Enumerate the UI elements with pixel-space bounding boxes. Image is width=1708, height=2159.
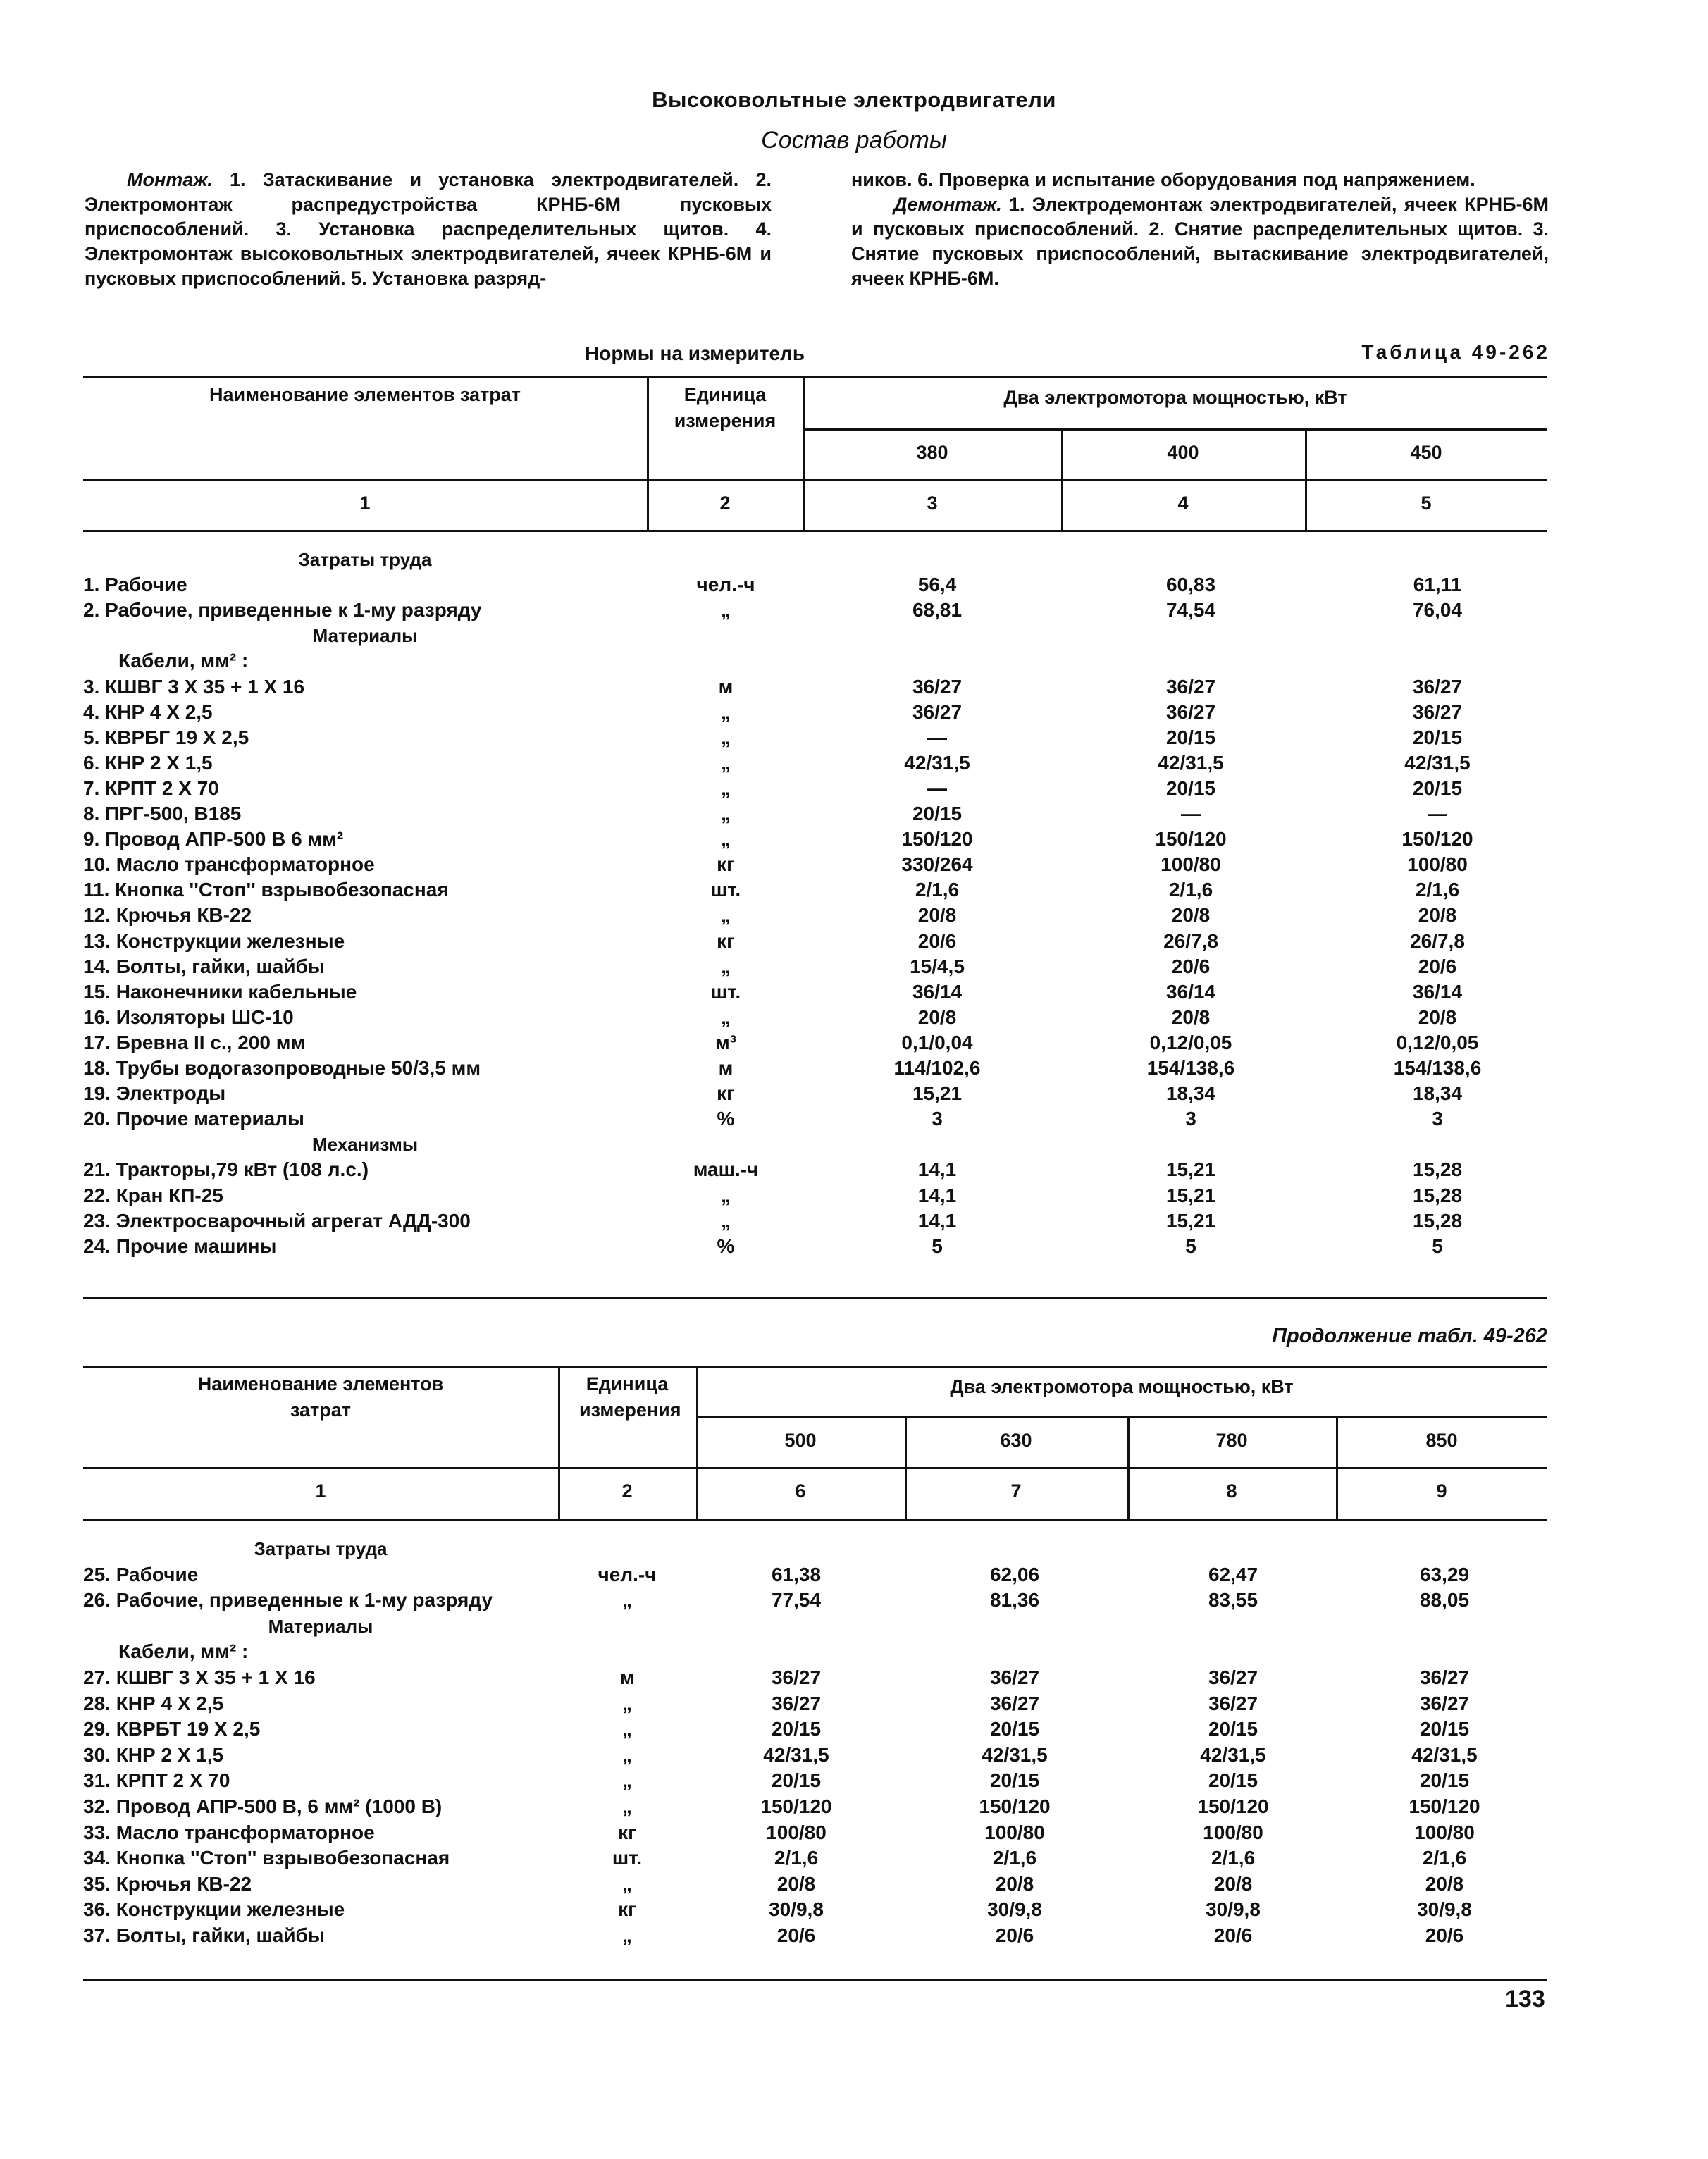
row-name: 8. ПРГ-500, В185 (83, 803, 242, 824)
row-name: 18. Трубы водогазопроводные 50/3,5 мм (83, 1057, 481, 1079)
row-value: 36/27 (1165, 675, 1216, 698)
row-value: 154/138,6 (1393, 1057, 1482, 1079)
row-value: 14,1 (917, 1184, 957, 1206)
row-value: — (1181, 803, 1201, 824)
row-name: 7. КРПТ 2 X 70 (83, 777, 219, 799)
header-col-number: 2 (719, 493, 731, 514)
row-value: 30/9,8 (987, 1898, 1042, 1921)
row-value: 18,34 (1412, 1082, 1463, 1105)
row-unit: шт. (710, 980, 741, 1003)
row-unit: кг (717, 929, 735, 952)
row-value: 18,34 (1165, 1082, 1216, 1105)
row-name: 1. Рабочие (83, 574, 187, 596)
row-value: 42/31,5 (763, 1743, 829, 1766)
row-value: 150/120 (1197, 1795, 1269, 1817)
row-value: 20/15 (1208, 1718, 1258, 1740)
row-value: 36/27 (1412, 700, 1463, 723)
row-value: 3 (932, 1108, 943, 1130)
row-value: 62,47 (1208, 1563, 1258, 1585)
row-unit: „ (721, 828, 731, 850)
row-value: 36/14 (912, 980, 963, 1003)
row-name: 30. КНР 2 X 1,5 (83, 1743, 224, 1766)
row-value: 100/80 (1203, 1821, 1263, 1843)
row-value: 20/6 (1213, 1924, 1253, 1946)
section-heading: Материалы (268, 1615, 373, 1637)
row-value: 114/102,6 (893, 1057, 981, 1079)
row-name: 5. КВРБГ 19 X 2,5 (83, 726, 249, 748)
rule-line (83, 1467, 1547, 1469)
row-value: 2/1,6 (992, 1847, 1037, 1869)
row-value: 20/8 (1213, 1872, 1253, 1895)
header-power-col: 400 (1167, 442, 1199, 463)
row-unit: „ (721, 599, 731, 621)
row-value: 42/31,5 (904, 751, 970, 774)
row-value: 20/8 (1425, 1872, 1464, 1895)
header-power-col: 450 (1410, 442, 1442, 463)
row-name: 11. Кнопка ''Стоп'' взрывобезопасная (83, 879, 449, 901)
row-unit: „ (721, 777, 731, 799)
row-unit: „ (622, 1743, 632, 1766)
row-value: 36/27 (1208, 1666, 1258, 1688)
row-value: 150/120 (901, 828, 973, 850)
row-value: 42/31,5 (1404, 751, 1471, 774)
row-unit: „ (721, 904, 731, 927)
intro-paragraph (851, 192, 1549, 291)
row-unit: кг (618, 1898, 636, 1921)
row-unit: м (718, 675, 734, 698)
row-value: 20/8 (776, 1872, 816, 1895)
row-value: 36/14 (1412, 980, 1463, 1003)
row-name: 20. Прочие материалы (83, 1108, 304, 1130)
row-value: 2/1,6 (774, 1847, 819, 1869)
header-power-col: 850 (1425, 1430, 1458, 1451)
row-unit: „ (622, 1769, 632, 1792)
row-name: 17. Бревна II с., 200 мм (83, 1031, 306, 1053)
section-heading: Механизмы (311, 1134, 419, 1156)
row-value: 150/120 (760, 1795, 832, 1817)
header-unit: Единица измерения (674, 384, 776, 431)
row-unit: „ (622, 1872, 632, 1895)
row-unit: шт. (612, 1847, 643, 1869)
header-col-number: 9 (1436, 1480, 1447, 1502)
row-value: 62,06 (989, 1563, 1040, 1585)
row-value: 15,21 (1165, 1209, 1216, 1232)
row-unit: % (717, 1108, 735, 1130)
row-value: 61,38 (771, 1563, 822, 1585)
intro-text: 1. Затаскивание и установка электродвигателей. 2. Электромонтаж распредустройства КРНБ-6М пусковых приспособлений. 3. Установка распределительных щитов. 4. Электромонтаж высоковольтных электродвигателей, ячеек КРНБ-6М и пусковых приспособлений. 5. Установка разряд- (85, 169, 772, 289)
section-subtitle: Состав работы (761, 127, 947, 154)
row-value: 26/7,8 (1410, 929, 1465, 952)
row-value: 20/6 (995, 1924, 1034, 1946)
row-value: 20/8 (917, 904, 957, 927)
header-col-number: 1 (359, 493, 371, 514)
intro-paragraph (851, 168, 1549, 192)
row-value: 36/27 (771, 1692, 822, 1714)
row-value: 2/1,6 (1415, 879, 1460, 901)
row-value: 2/1,6 (1422, 1847, 1467, 1869)
intro-lead: Демонтаж. (893, 194, 1002, 215)
row-unit: „ (622, 1924, 632, 1946)
row-value: 100/80 (984, 1821, 1045, 1843)
row-unit: „ (721, 1006, 731, 1028)
header-unit: Единица измерения (579, 1373, 681, 1421)
row-value: 14,1 (917, 1209, 957, 1232)
header-col-number: 3 (927, 493, 938, 514)
row-name: 29. КВРБТ 19 X 2,5 (83, 1718, 261, 1740)
table-number: Таблица 49-262 (1361, 341, 1550, 363)
row-unit: „ (721, 700, 731, 723)
work-composition-left (85, 168, 772, 291)
section-heading: Затраты труда (298, 549, 432, 570)
row-value: — (927, 777, 947, 799)
row-value: 81,36 (989, 1589, 1040, 1611)
row-value: 20/15 (1208, 1769, 1258, 1792)
row-value: 100/80 (1414, 1821, 1475, 1843)
row-name: 9. Провод АПР-500 В 6 мм² (83, 828, 344, 850)
row-value: 74,54 (1165, 599, 1216, 621)
row-value: 56,4 (917, 574, 957, 596)
row-value: 36/27 (912, 675, 963, 698)
row-value: 60,83 (1165, 574, 1216, 596)
row-unit: кг (717, 853, 735, 876)
intro-text: 1. Электродемонтаж электродвигателей, ячеек КРНБ-6М и пусковых приспособлений. 2. Снятие распределительных щитов. 3. Снятие пусковых приспособлений, вытаскивание электродвигателей, ячеек КРНБ-6М. (851, 194, 1549, 289)
header-group: Два электромотора мощностью, кВт (1003, 387, 1347, 408)
row-value: 330/264 (901, 853, 973, 876)
row-value: 26/7,8 (1163, 929, 1218, 952)
rule-line (83, 1297, 1547, 1299)
page-title: Высоковольтные электродвигатели (652, 87, 1056, 112)
row-name: 12. Крючья КВ-22 (83, 904, 252, 927)
header-power-col: 380 (916, 442, 948, 463)
row-value: 36/27 (1419, 1666, 1470, 1688)
header-col-number: 1 (315, 1480, 326, 1502)
row-name: 13. Конструкции железные (83, 929, 345, 952)
row-value: 20/15 (912, 803, 963, 824)
row-name: 15. Наконечники кабельные (83, 980, 357, 1003)
row-unit: чел.-ч (696, 574, 755, 596)
row-unit: % (717, 1235, 735, 1257)
row-unit: шт. (710, 879, 741, 901)
row-value: 77,54 (771, 1589, 822, 1611)
row-value: 20/15 (1419, 1718, 1470, 1740)
row-value: 20/6 (776, 1924, 816, 1946)
row-unit: кг (717, 1082, 735, 1105)
row-value: 36/27 (1208, 1692, 1258, 1714)
row-unit: м (619, 1666, 635, 1688)
row-name: 6. КНР 2 X 1,5 (83, 751, 213, 774)
row-unit: „ (622, 1718, 632, 1740)
row-unit: чел.-ч (598, 1563, 657, 1585)
rule-line (83, 1979, 1547, 1981)
row-value: 30/9,8 (1417, 1898, 1472, 1921)
row-name: Кабели, мм² : (118, 1640, 249, 1663)
row-unit: кг (618, 1821, 636, 1843)
row-value: 0,12/0,05 (1396, 1031, 1479, 1053)
row-value: 30/9,8 (1206, 1898, 1261, 1921)
row-value: 3 (1432, 1108, 1443, 1130)
row-value: 5 (1432, 1235, 1443, 1257)
row-name: 14. Болты, гайки, шайбы (83, 955, 325, 977)
header-group: Два электромотора мощностью, кВт (950, 1376, 1294, 1397)
row-value: 100/80 (766, 1821, 827, 1843)
row-name: 28. КНР 4 X 2,5 (83, 1692, 224, 1714)
row-value: 14,1 (917, 1158, 957, 1181)
row-value: 20/15 (1419, 1769, 1470, 1792)
row-value: 20/8 (1418, 1006, 1457, 1028)
row-value: 150/120 (1155, 828, 1227, 850)
row-unit: „ (721, 1184, 731, 1206)
work-composition-right (851, 168, 1549, 291)
row-unit: „ (721, 1209, 731, 1232)
row-unit: „ (721, 803, 731, 824)
row-value: 20/15 (989, 1769, 1040, 1792)
row-name: 4. КНР 4 X 2,5 (83, 700, 213, 723)
row-value: 42/31,5 (1200, 1743, 1266, 1766)
row-value: 20/15 (1412, 726, 1463, 748)
rule-line (83, 1366, 1547, 1368)
row-value: 36/27 (989, 1666, 1040, 1688)
row-name: 31. КРПТ 2 X 70 (83, 1769, 230, 1792)
row-value: 2/1,6 (915, 879, 960, 901)
row-value: 0,12/0,05 (1149, 1031, 1232, 1053)
header-col-number: 4 (1177, 493, 1189, 514)
row-value: 2/1,6 (1168, 879, 1213, 901)
row-value: 20/6 (1171, 955, 1211, 977)
row-value: 5 (1185, 1235, 1196, 1257)
header-col-number: 8 (1226, 1480, 1237, 1502)
row-name: 36. Конструкции железные (83, 1898, 345, 1921)
row-value: 20/15 (989, 1718, 1040, 1740)
row-value: 15,28 (1412, 1209, 1463, 1232)
row-name: 25. Рабочие (83, 1563, 199, 1585)
section-heading: Материалы (312, 625, 418, 647)
row-name: 24. Прочие машины (83, 1235, 277, 1257)
row-value: 20/15 (771, 1769, 822, 1792)
row-value: 36/27 (771, 1666, 822, 1688)
intro-lead: Монтаж. (127, 169, 213, 190)
row-value: 15,28 (1412, 1184, 1463, 1206)
row-value: 20/6 (917, 929, 957, 952)
header-col-number: 5 (1421, 493, 1432, 514)
row-unit: „ (622, 1795, 632, 1817)
row-value: 36/14 (1165, 980, 1216, 1003)
header-col-number: 6 (795, 1480, 806, 1502)
row-value: 83,55 (1208, 1589, 1258, 1611)
header-col-number: 7 (1010, 1480, 1022, 1502)
row-unit: „ (721, 751, 731, 774)
rule-line (83, 530, 1547, 532)
row-name: 3. КШВГ 3 X 35 + 1 X 16 (83, 675, 305, 698)
row-value: 2/1,6 (1211, 1847, 1256, 1869)
row-name: 16. Изоляторы ШС-10 (83, 1006, 294, 1028)
row-value: 42/31,5 (1158, 751, 1224, 774)
row-value: 20/6 (1418, 955, 1457, 977)
row-value: 150/120 (979, 1795, 1051, 1817)
row-value: 15,28 (1412, 1158, 1463, 1181)
norms-label: Нормы на измеритель (585, 342, 805, 364)
row-value: 30/9,8 (769, 1898, 824, 1921)
row-name: 23. Электросварочный агрегат АДД-300 (83, 1209, 471, 1232)
row-value: 20/8 (1418, 904, 1457, 927)
page-number: 133 (1505, 1986, 1545, 2012)
row-value: 20/6 (1425, 1924, 1464, 1946)
row-value: 20/8 (1171, 1006, 1211, 1028)
row-value: — (927, 726, 947, 748)
row-unit: маш.-ч (693, 1158, 759, 1181)
intro-text: ников. 6. Проверка и испытание оборудования под напряжением. (851, 169, 1475, 190)
header-name: Наименование элементов затрат (197, 1373, 444, 1421)
row-value: 100/80 (1407, 853, 1468, 876)
row-value: 42/31,5 (1411, 1743, 1478, 1766)
row-value: 36/27 (989, 1692, 1040, 1714)
intro-paragraph (85, 168, 772, 291)
row-unit: м³ (714, 1031, 737, 1053)
header-power-col: 630 (1000, 1430, 1032, 1451)
rule-line (83, 376, 1547, 378)
row-name: 19. Электроды (83, 1082, 226, 1105)
row-value: 61,11 (1413, 574, 1462, 596)
row-name: 27. КШВГ 3 X 35 + 1 X 16 (83, 1666, 316, 1688)
row-value: 63,29 (1419, 1563, 1470, 1585)
row-value: 36/27 (1412, 675, 1463, 698)
header-name: Наименование элементов затрат (209, 384, 521, 405)
row-name: 33. Масло трансформаторное (83, 1821, 375, 1843)
continuation-label: Продолжение табл. 49-262 (1272, 1325, 1547, 1347)
rule-line (803, 428, 1547, 431)
row-unit: „ (622, 1589, 632, 1611)
row-value: 15,21 (1165, 1158, 1216, 1181)
row-value: 68,81 (912, 599, 963, 621)
row-value: 20/8 (917, 1006, 957, 1028)
row-name: 26. Рабочие, приведенные к 1-му разряду (83, 1589, 493, 1611)
row-value: 42/31,5 (982, 1743, 1048, 1766)
rule-line (83, 1519, 1547, 1521)
row-name: 10. Масло трансформаторное (83, 853, 375, 876)
row-name: 37. Болты, гайки, шайбы (83, 1924, 325, 1946)
row-value: 5 (932, 1235, 943, 1257)
row-name: 32. Провод АПР-500 В, 6 мм² (1000 В) (83, 1795, 443, 1817)
row-value: 20/8 (995, 1872, 1034, 1895)
row-name: Кабели, мм² : (118, 650, 249, 672)
row-value: 36/27 (912, 700, 963, 723)
row-value: 20/15 (771, 1718, 822, 1740)
row-name: 21. Тракторы,79 кВт (108 л.с.) (83, 1158, 369, 1181)
rule-line (696, 1416, 1547, 1418)
row-unit: „ (721, 955, 731, 977)
section-heading: Затраты труда (254, 1538, 388, 1559)
row-value: 76,04 (1412, 599, 1463, 621)
row-value: 154/138,6 (1146, 1057, 1235, 1079)
header-power-col: 780 (1215, 1430, 1248, 1451)
row-value: 20/8 (1171, 904, 1211, 927)
row-unit: „ (622, 1692, 632, 1714)
header-power-col: 500 (784, 1430, 817, 1451)
row-unit: м (718, 1057, 734, 1079)
row-value: 88,05 (1419, 1589, 1470, 1611)
row-value: 150/120 (1409, 1795, 1480, 1817)
rule-line (83, 479, 1547, 481)
row-value: 0,1/0,04 (901, 1031, 973, 1053)
row-name: 35. Крючья КВ-22 (83, 1872, 252, 1895)
row-value: 36/27 (1419, 1692, 1470, 1714)
row-value: 3 (1185, 1108, 1196, 1130)
row-name: 22. Кран КП-25 (83, 1184, 223, 1206)
row-name: 34. Кнопка ''Стоп'' взрывобезопасная (83, 1847, 450, 1869)
row-unit: „ (721, 726, 731, 748)
row-value: 15,21 (1165, 1184, 1216, 1206)
row-name: 2. Рабочие, приведенные к 1-му разряду (83, 599, 482, 621)
row-value: 100/80 (1161, 853, 1221, 876)
row-value: 15,21 (912, 1082, 963, 1105)
header-col-number: 2 (621, 1480, 633, 1502)
row-value: 20/15 (1165, 777, 1216, 799)
row-value: 150/120 (1401, 828, 1473, 850)
row-value: — (1428, 803, 1447, 824)
row-value: 15/4,5 (910, 955, 965, 977)
row-value: 20/15 (1165, 726, 1216, 748)
row-value: 36/27 (1165, 700, 1216, 723)
row-value: 20/15 (1412, 777, 1463, 799)
